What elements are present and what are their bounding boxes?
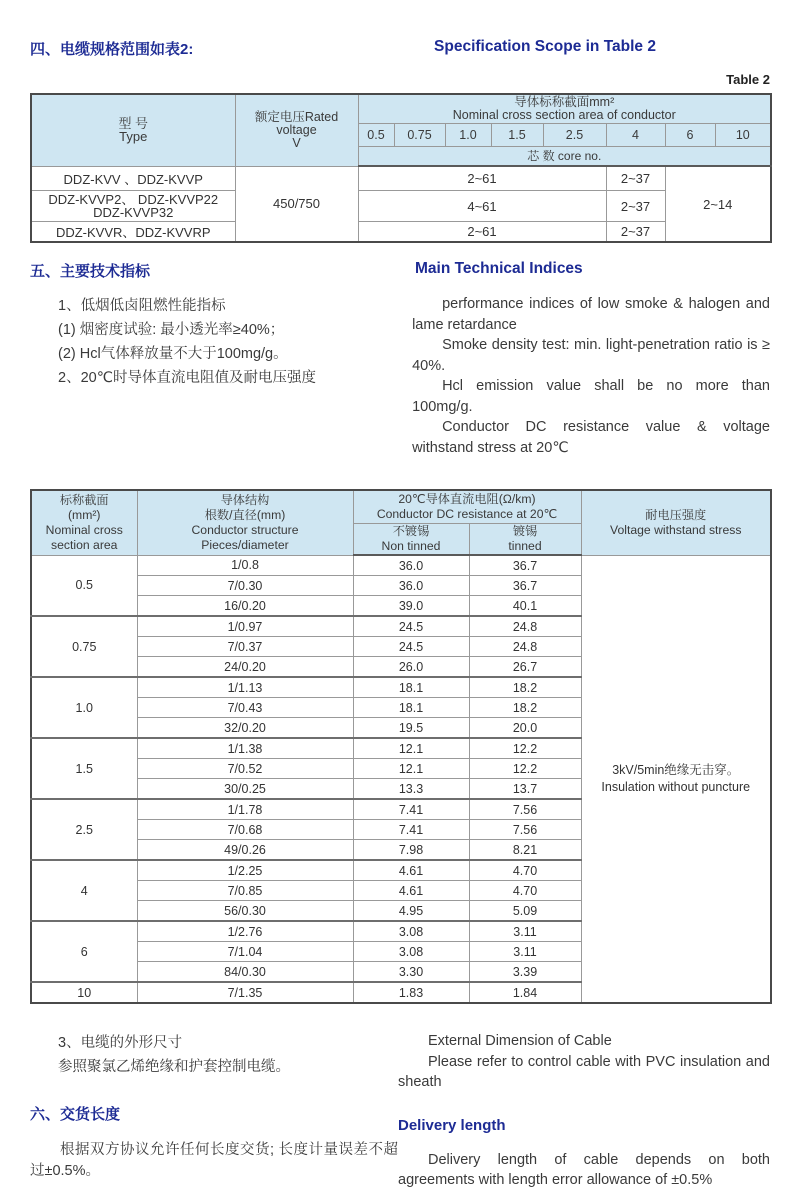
size-col-4: 4: [606, 124, 665, 147]
area-h-l2: (mm²): [68, 507, 101, 522]
tinned-cell: 18.2: [469, 677, 581, 698]
nontinned-cell: 36.0: [353, 555, 469, 576]
table2-data-row-1: [31, 166, 771, 191]
table2-label: Table 2: [726, 72, 770, 87]
structure-cell: 24/0.20: [137, 657, 353, 678]
nontinned-cell: 12.1: [353, 759, 469, 779]
area-col-header: [31, 490, 137, 555]
core-range-small: 4~61: [358, 191, 606, 222]
structure-cell: 1/2.76: [137, 921, 353, 942]
type-header-cn: 型 号: [118, 116, 149, 132]
size-cell: 10: [31, 982, 137, 1003]
bottom-left-column: [30, 1031, 398, 1191]
tinned-col-header: [469, 524, 581, 556]
tinned-cell: 36.7: [469, 576, 581, 596]
structure-cell: 32/0.20: [137, 718, 353, 739]
voltage-header-l2: voltage: [276, 122, 317, 137]
voltage-header-l3: V: [292, 135, 301, 150]
area-header-cell: [358, 94, 771, 124]
nontinned-cell: 39.0: [353, 596, 469, 617]
section6-cn-body: [30, 1140, 398, 1181]
cn-line-1: 1、低烟低卤阻燃性能指标: [58, 298, 226, 314]
structure-cell: 7/0.68: [137, 820, 353, 840]
structure-cell: 7/1.04: [137, 942, 353, 962]
size-col-0.5: 0.5: [358, 124, 394, 147]
cn-line-2: (1) 烟密度试验: 最小透光率≥40%；: [58, 322, 285, 338]
tinned-cell: 3.39: [469, 962, 581, 983]
structure-cell: 49/0.26: [137, 840, 353, 861]
section3-cn-l2: 参照聚氯乙烯绝缘和护套控制电缆。: [58, 1059, 290, 1075]
nontinned-cell: 3.08: [353, 921, 469, 942]
tinned-cell: 7.56: [469, 799, 581, 820]
nontinned-cell: 18.1: [353, 698, 469, 718]
area-header-en: Nominal cross section area of conductor: [452, 108, 676, 122]
en-para-3: Hcl emission value shall be no more than 100mg/g.: [412, 378, 770, 415]
size-col-1.5: 1.5: [491, 124, 543, 147]
nontinned-cell: 19.5: [353, 718, 469, 739]
core-range-4: 2~37: [606, 222, 665, 243]
table2-header-row1: [31, 94, 771, 124]
bottom-sections: [30, 1031, 770, 1191]
size-cell: 0.5: [31, 555, 137, 616]
size-cell: 0.75: [31, 616, 137, 677]
tinned-cell: 26.7: [469, 657, 581, 678]
size-col-10: 10: [715, 124, 771, 147]
table2-specification-scope: [30, 93, 772, 243]
structure-cell: 84/0.30: [137, 962, 353, 983]
section5-title-en: Main Technical Indices: [415, 260, 583, 277]
tinned-cell: 40.1: [469, 596, 581, 617]
section3-en-l1: External Dimension of Cable: [428, 1033, 612, 1049]
section6-cn-text: 根据双方协议允许任何长度交货; 长度计量误差不超过±0.5%。: [30, 1142, 398, 1179]
area-h-l4: section area: [51, 537, 118, 552]
nontinned-cell: 3.30: [353, 962, 469, 983]
resistance-h-l2: Conductor DC resistance at 20℃: [376, 507, 558, 521]
structure-col-header: [137, 490, 353, 555]
resistance-h-l1: 20℃导体直流电阻(Ω/km): [398, 492, 536, 506]
withstand-h-en: Voltage withstand stress: [610, 522, 742, 537]
withstand-h-cn: 耐电压强度: [645, 507, 707, 522]
spec-header-row1: [31, 490, 771, 524]
structure-cell: 7/0.37: [137, 637, 353, 657]
nontinned-cell: 4.61: [353, 860, 469, 881]
section5-en-text: [412, 294, 770, 458]
nontinned-cell: 36.0: [353, 576, 469, 596]
tinned-cell: 24.8: [469, 616, 581, 637]
table2-data-row-3: [31, 222, 771, 243]
structure-cell: 16/0.20: [137, 596, 353, 617]
tinned-cell: 12.2: [469, 759, 581, 779]
tinned-cell: 4.70: [469, 881, 581, 901]
core-range-small: 2~61: [358, 222, 606, 243]
structure-h-l4: Pieces/diameter: [201, 537, 289, 552]
withstand-col-header: [581, 490, 771, 555]
type-cell: DDZ-KVV 、DDZ-KVVP: [31, 166, 235, 191]
nontinned-cell: 7.98: [353, 840, 469, 861]
structure-cell: 1/1.13: [137, 677, 353, 698]
nontinned-cell: 7.41: [353, 820, 469, 840]
nontinned-cell: 1.83: [353, 982, 469, 1003]
nontinned-col-header: [353, 524, 469, 556]
en-para-4: Conductor DC resistance value & voltage withstand stress at 20℃: [412, 419, 770, 456]
cn-line-3: (2) Hcl气体释放量不大于100mg/g。: [58, 346, 288, 362]
nontinned-cell: 24.5: [353, 637, 469, 657]
nontinned-cell: 24.5: [353, 616, 469, 637]
tinned-cell: 3.11: [469, 942, 581, 962]
area-h-l1: 标称截面: [59, 492, 109, 507]
size-cell: 1.5: [31, 738, 137, 799]
section6-en-body: [398, 1150, 770, 1191]
size-col-1.0: 1.0: [445, 124, 491, 147]
withstand-en: Insulation without puncture: [601, 779, 751, 794]
structure-cell: 1/0.97: [137, 616, 353, 637]
structure-cell: 1/2.25: [137, 860, 353, 881]
type-header-en: Type: [119, 129, 148, 145]
voltage-header-cell: [235, 94, 358, 166]
structure-cell: 30/0.25: [137, 779, 353, 800]
structure-cell: 7/1.35: [137, 982, 353, 1003]
core-range-6-10: 2~14: [665, 166, 771, 242]
tinned-cell: 24.8: [469, 637, 581, 657]
section5-title-cn: 五、主要技术指标: [30, 263, 151, 280]
section3-cn: [30, 1031, 398, 1079]
size-col-0.75: 0.75: [394, 124, 445, 147]
nontinned-h-en: Non tinned: [381, 539, 441, 553]
nontinned-cell: 12.1: [353, 738, 469, 759]
tinned-h-cn: 镀锡: [512, 524, 538, 538]
core-range-4: 2~37: [606, 191, 665, 222]
core-range-4: 2~37: [606, 166, 665, 191]
spec-table-dc-resistance: [30, 489, 772, 1004]
structure-cell: 1/1.78: [137, 799, 353, 820]
tinned-cell: 18.2: [469, 698, 581, 718]
size-cell: 1.0: [31, 677, 137, 738]
section3-en: [398, 1031, 770, 1093]
structure-cell: 7/0.30: [137, 576, 353, 596]
en-para-2: Smoke density test: min. light-penetration ratio is ≥ 40%.: [412, 337, 770, 374]
table2-data-row-2: [31, 191, 771, 222]
core-no-label: 芯 数 core no.: [358, 147, 771, 167]
size-cell: 2.5: [31, 799, 137, 860]
en-para-1: performance indices of low smoke & halogen and lame retardance: [412, 296, 770, 333]
section6-en-text: Delivery length of cable depends on both agreements with length error allowance of ±0.5%: [398, 1151, 770, 1188]
size-col-6: 6: [665, 124, 715, 147]
nontinned-h-cn: 不镀锡: [392, 524, 430, 538]
structure-cell: 7/0.52: [137, 759, 353, 779]
type-line2: DDZ-KVVP32: [93, 205, 174, 220]
tinned-cell: 8.21: [469, 840, 581, 861]
tinned-h-en: tinned: [508, 539, 542, 553]
section3-cn-l1: 3、电缆的外形尺寸: [58, 1035, 183, 1051]
area-h-l3: Nominal cross: [45, 522, 123, 537]
structure-h-l2: 根数/直径(mm): [204, 507, 286, 522]
section6-title-cn: 六、交货长度: [30, 1106, 121, 1123]
bottom-right-column: [398, 1031, 770, 1191]
tinned-cell: 1.84: [469, 982, 581, 1003]
type-cell: DDZ-KVVR、DDZ-KVVRP: [31, 222, 235, 243]
structure-h-l3: Conductor structure: [191, 522, 299, 537]
nontinned-cell: 18.1: [353, 677, 469, 698]
section4-heading-row: [30, 38, 770, 60]
section3-en-l2: Please refer to control cable with PVC insulation and sheath: [398, 1053, 770, 1090]
spec-row: [31, 555, 771, 576]
tinned-cell: 7.56: [469, 820, 581, 840]
structure-cell: 7/0.43: [137, 698, 353, 718]
structure-cell: 56/0.30: [137, 901, 353, 922]
nontinned-cell: 7.41: [353, 799, 469, 820]
nontinned-cell: 4.95: [353, 901, 469, 922]
nontinned-cell: 3.08: [353, 942, 469, 962]
nontinned-cell: 26.0: [353, 657, 469, 678]
core-range-small: 2~61: [358, 166, 606, 191]
structure-cell: 1/1.38: [137, 738, 353, 759]
tinned-cell: 12.2: [469, 738, 581, 759]
type-header-cell: [31, 94, 235, 166]
type-line1: DDZ-KVVP2、 DDZ-KVVP22: [48, 192, 219, 207]
withstand-value-cell: [581, 555, 771, 1003]
voltage-value-cell: 450/750: [235, 166, 358, 242]
voltage-header-l1: 额定电压Rated: [254, 109, 339, 124]
section4-title-cn: 四、电缆规格范围如表2:: [30, 41, 194, 58]
tinned-cell: 4.70: [469, 860, 581, 881]
tinned-cell: 20.0: [469, 718, 581, 739]
section5-heading-row: [30, 260, 770, 282]
size-cell: 4: [31, 860, 137, 921]
tinned-cell: 13.7: [469, 779, 581, 800]
tinned-cell: 5.09: [469, 901, 581, 922]
structure-h-l1: 导体结构: [220, 492, 270, 507]
structure-cell: 7/0.85: [137, 881, 353, 901]
area-header-cn: 导体标称截面mm²: [514, 95, 615, 109]
section4-title-en: Specification Scope in Table 2: [434, 38, 656, 55]
withstand-cn: 3kV/5min绝缘无击穿。: [612, 762, 740, 777]
nontinned-cell: 4.61: [353, 881, 469, 901]
section5-body: [30, 294, 770, 458]
section5-cn-text: [30, 294, 412, 458]
nontinned-cell: 13.3: [353, 779, 469, 800]
section6-title-en: Delivery length: [398, 1116, 506, 1134]
type-cell: [31, 191, 235, 222]
cn-line-4: 2、20℃时导体直流电阻值及耐电压强度: [58, 370, 316, 386]
structure-cell: 1/0.8: [137, 555, 353, 576]
size-cell: 6: [31, 921, 137, 982]
size-col-2.5: 2.5: [543, 124, 606, 147]
tinned-cell: 36.7: [469, 555, 581, 576]
resistance-col-header: [353, 490, 581, 524]
tinned-cell: 3.11: [469, 921, 581, 942]
